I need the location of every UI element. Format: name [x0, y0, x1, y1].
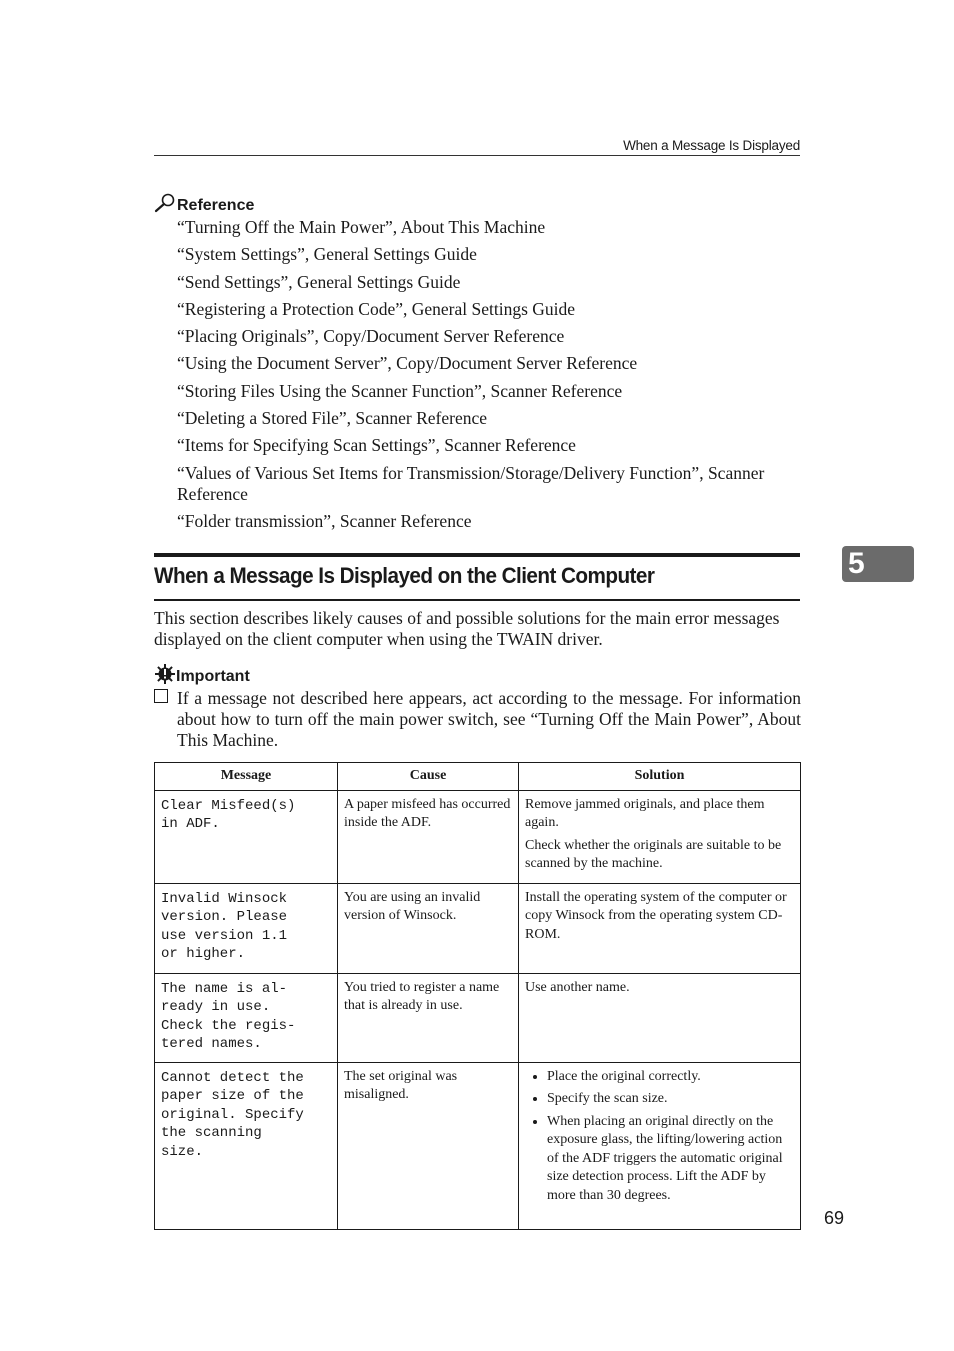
section-rule-top: [154, 553, 800, 557]
reference-item: “Placing Originals”, Copy/Document Server Reference: [177, 326, 565, 347]
solution-bullet-list: [525, 1068, 795, 1206]
running-header: When a Message Is Displayed: [154, 138, 800, 156]
section-title: When a Message Is Displayed on the Client Computer: [154, 563, 655, 588]
table-row: [155, 1062, 801, 1229]
solution-cell: [519, 973, 801, 1062]
important-text: If a message not described here appears, act according to the message. For information about how to turn off the main power switch, see “Turning Off the Main Power”, About This Machine.: [177, 688, 801, 750]
cause-cell: The set original was misaligned.: [338, 1062, 519, 1229]
important-icon: [154, 664, 176, 689]
magnifier-icon: [154, 193, 177, 218]
solution-text: Install the operating system of the computer or copy Winsock from the operating system CD-ROM.: [525, 889, 787, 942]
reference-list: [177, 217, 807, 538]
chapter-tab: 5: [842, 546, 914, 582]
table-row: [155, 883, 801, 973]
reference-item: “Deleting a Stored File”, Scanner Reference: [177, 408, 488, 429]
reference-item: “System Settings”, General Settings Guide: [177, 244, 477, 265]
cause-cell: You tried to register a name that is already in use.: [338, 973, 519, 1062]
reference-heading: [154, 193, 254, 218]
solution-cell: [519, 790, 801, 883]
solution-text: Check whether the originals are suitable to be scanned by the machine.: [525, 837, 782, 871]
message-cell: Cannot detect the paper size of the original. Specify the scanning size.: [155, 1062, 338, 1229]
important-heading: [154, 664, 250, 689]
solution-cell: [519, 1062, 801, 1229]
message-cell: The name is al- ready in use. Check the regis- tered names.: [155, 973, 338, 1062]
column-header-cause: Cause: [338, 763, 519, 791]
checkbox-bullet-icon: [154, 689, 168, 703]
column-header-message: Message: [155, 763, 338, 791]
table-row: [155, 790, 801, 883]
reference-item: “Folder transmission”, Scanner Reference: [177, 510, 472, 531]
cause-cell: You are using an invalid version of Winsock.: [338, 883, 519, 973]
cause-cell: A paper misfeed has occurred inside the ADF.: [338, 790, 519, 883]
reference-item: “Registering a Protection Code”, General Settings Guide: [177, 298, 576, 319]
reference-item: “Storing Files Using the Scanner Function”, Scanner Reference: [177, 380, 623, 401]
reference-item: “Send Settings”, General Settings Guide: [177, 271, 461, 292]
section-intro: This section describes likely causes of and possible solutions for the main error messages displayed on the client computer when using the TWAIN driver.: [154, 608, 780, 649]
column-header-solution: Solution: [519, 763, 801, 791]
reference-item: “Values of Various Set Items for Transmission/Storage/Delivery Function”, Scanner Reference: [177, 462, 765, 504]
message-cell: Invalid Winsock version. Please use version 1.1 or higher.: [155, 883, 338, 973]
solution-text: Remove jammed originals, and place them again.: [525, 796, 765, 830]
solution-cell: [519, 883, 801, 973]
reference-item: “Using the Document Server”, Copy/Document Server Reference: [177, 353, 638, 374]
solution-bullet: • Place the original correctly.: [547, 1068, 795, 1087]
reference-item: “Turning Off the Main Power”, About This Machine: [177, 217, 546, 237]
reference-item: “Items for Specifying Scan Settings”, Scanner Reference: [177, 435, 576, 456]
solution-bullet: • When placing an original directly on the exposure glass, the lifting/lowering action of the ADF triggers the automatic original size detection process. Lift the ADF by more than 30 degrees.: [547, 1113, 795, 1206]
table-row: [155, 973, 801, 1062]
important-heading-label: Important: [176, 667, 250, 685]
solution-bullet: • Specify the scan size.: [547, 1090, 795, 1109]
page-number: 69: [824, 1208, 845, 1228]
solution-text: Use another name.: [525, 979, 630, 995]
table-header-row: [155, 763, 801, 791]
reference-heading-label: Reference: [177, 196, 255, 214]
section-rule-bottom: [154, 599, 800, 601]
message-cell: Clear Misfeed(s) in ADF.: [155, 790, 338, 883]
message-table: [154, 762, 801, 1230]
